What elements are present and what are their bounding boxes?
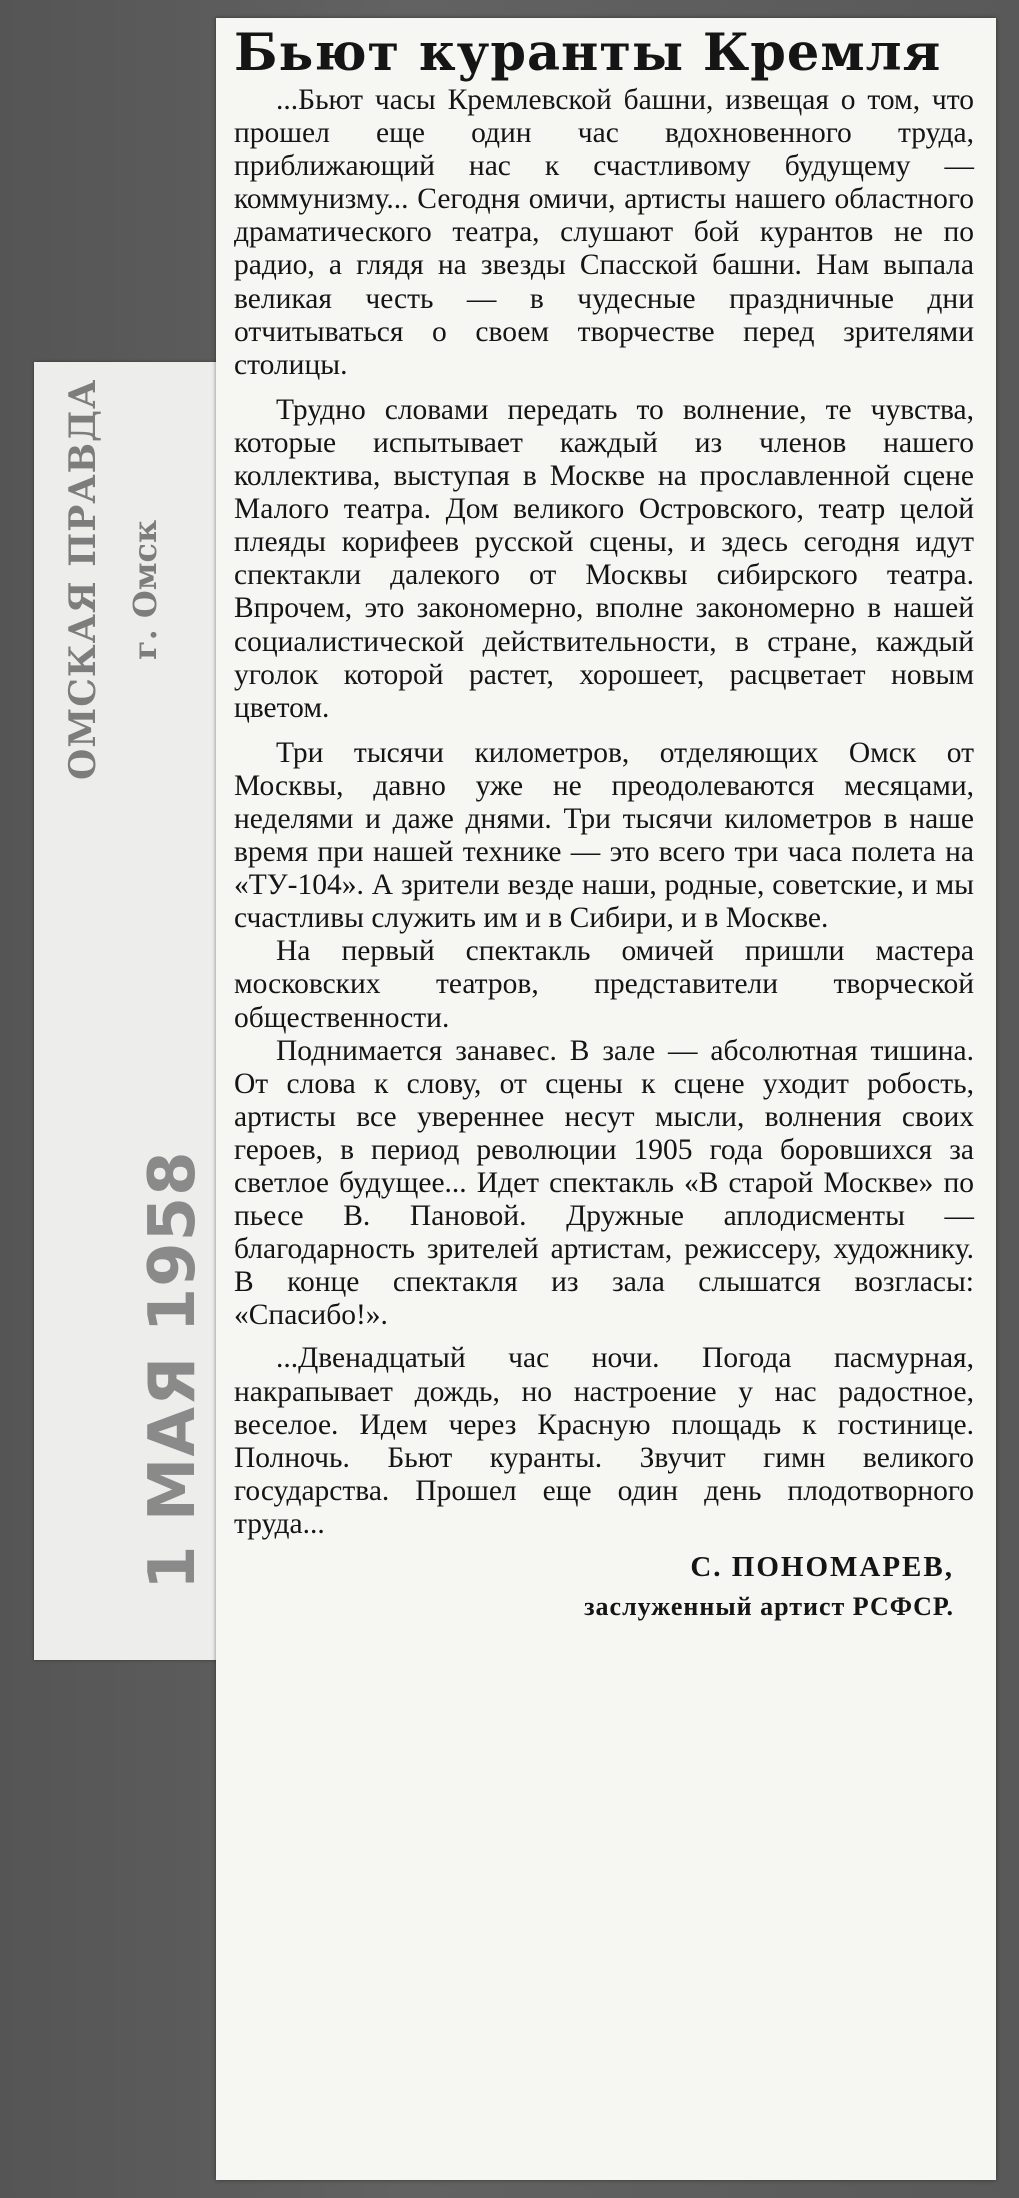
- article-paragraph: ...Бьют часы Кремлевской башни, извещая о том, что прошел еще один час вдохновенного труда, приближающий нас к счастливому будущему — коммунизму... Сегодня омичи, артисты нашего областного драматического театра, слушают бой курантов не по радио, а глядя на звезды Спасской башни. Нам выпала великая честь — в чудесные праздничные дни отчитываться о своем творчестве перед зрителями столицы.: [234, 84, 974, 381]
- author-title: заслуженный артист РСФСР.: [584, 1592, 954, 1622]
- city-stamp: г. Омск: [126, 519, 164, 660]
- date-stamp: 1 МАЯ 1958: [136, 1150, 210, 1590]
- article-body: [234, 84, 974, 1541]
- article-paragraph: Три тысячи километров, отделяющих Омск от Москвы, давно уже не преодолеваются месяцами, неделями и даже днями. Три тысячи километров в наше время при нашей технике — это всего три часа полета на «ТУ-104». А зрители везде наши, родные, советские, и мы счастливы служить им и в Сибири, и в Москве.: [234, 736, 974, 935]
- author-name: С. ПОНОМАРЕВ,: [690, 1551, 954, 1584]
- headline: Бьют куранты Кремля: [234, 23, 942, 83]
- article-paragraph: ...Двенадцатый час ночи. Погода пасмурная, накрапывает дождь, но настроение у нас радостное, веселое. Идем через Красную площадь к гостинице. Полночь. Бьют куранты. Звучит гимн великого государства. Прошел еще один день плодотворного труда...: [234, 1342, 974, 1540]
- newspaper-name-stamp: ОМСКАЯ ПРАВДА: [62, 378, 104, 780]
- article-paragraph: Трудно словами передать то волнение, те чувства, которые испытывает каждый из членов нашего коллектива, выступая в Москве на прославленной сцене Малого театра. Дом великого Островского, театр целой плеяды корифеев русской сцены, и здесь сегодня идут спектакли далекого от Москвы сибирского театра. Впрочем, это закономерно, вполне закономерно в нашей социалистической действительности, в стране, каждый уголок которой растет, хорошеет, расцветает новым цветом.: [234, 393, 974, 724]
- article-paragraph: На первый спектакль омичей пришли мастера московских театров, представители творческой общественности.: [234, 935, 974, 1034]
- article-paragraph: Поднимается занавес. В зале — абсолютная тишина. От слова к слову, от сцены к сцене уходит робость, артисты все увереннее несут мысли, волнения своих героев, в период революции 1905 года боровшихся за светлое будущее... Идет спектакль «В старой Москве» по пьесе В. Пановой. Дружные аплодисменты — благодарность зрителей артистам, режиссеру, художнику. В конце спектакля из зала слышатся возгласы: «Спасибо!».: [234, 1034, 974, 1332]
- newspaper-clipping: [216, 18, 996, 2180]
- author-signature: [234, 1547, 974, 1627]
